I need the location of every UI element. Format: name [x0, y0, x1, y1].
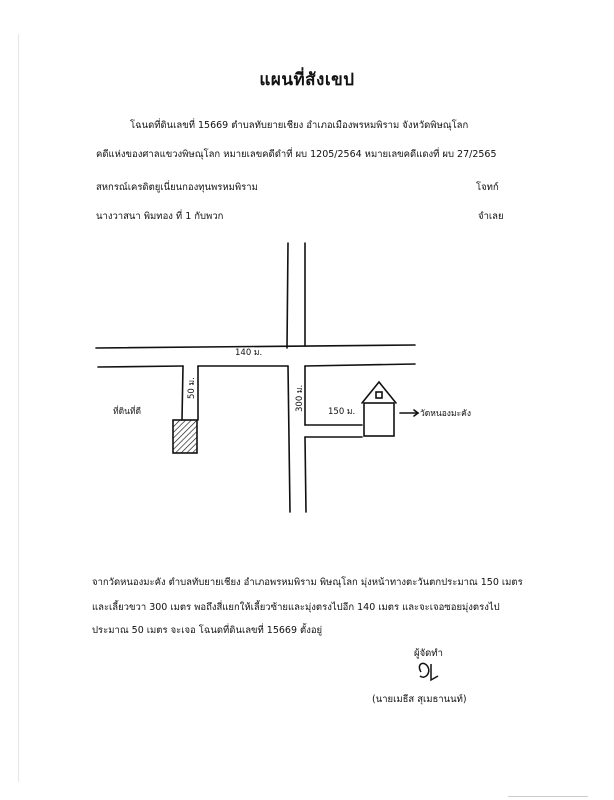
label-land-marker: ที่ดินที่ดี [113, 407, 142, 417]
road-vertical-upper-left [287, 243, 288, 348]
side-lane-left [182, 366, 183, 420]
case-line: คดีแห่งของศาลแขวงพิษณุโลก หมายเลขคดีดำที่ ผบ 1205/2564 หมายเลขคดีแดงที่ ผบ 27/2565 [96, 149, 497, 160]
label-road-side: 50 ม. [187, 377, 197, 399]
document-title: แผนที่สังเขป [259, 70, 355, 90]
label-road-short: 150 ม. [328, 407, 356, 417]
label-temple: วัดหนองมะคัง [420, 409, 471, 419]
label-road-right: 300 ม. [295, 384, 305, 412]
road-vertical-lower-right-b [305, 437, 306, 512]
signature-scribble [419, 663, 438, 680]
plaintiff-name: สหกรณ์เครดิตยูเนี่ยนกองทุนพรหมพิราม [96, 182, 258, 193]
defendant-role: จำเลย [478, 211, 504, 222]
road-vertical-lower-left [288, 366, 290, 512]
signature-label: ผู้จัดทำ [414, 648, 443, 659]
temple-body [364, 403, 394, 436]
road-horizontal-bottom-left [98, 366, 183, 367]
directions-line-2: และเลี้ยวขวา 300 เมตร พอถึงสี่แยกให้เลี้ยวซ้ายและมุ่งตรงไปอีก 140 เมตร และจะเจอซอยมุ่งตรงไป [92, 602, 500, 613]
plaintiff-role: โจทก์ [476, 182, 499, 193]
temple-window [376, 392, 382, 398]
defendant-name: นางวาสนา พิมทอง ที่ 1 กับพวก [96, 211, 224, 222]
directions-line-3: ประมาณ 50 เมตร จะเจอ โฉนดที่ดินเลขที่ 15669 ตั้งอยู่ [92, 625, 323, 636]
land-parcel [173, 420, 197, 453]
page-footer-line [508, 796, 588, 797]
directions-line-1: จากวัดหนองมะคัง ตำบลทับยายเชียง อำเภอพรหมพิราม พิษณุโลก มุ่งหน้าทางตะวันตกประมาณ 150 เมตร [92, 577, 523, 588]
road-horizontal-bottom-right [305, 364, 415, 366]
signature-name: (นายเมธีส สุเมธานนท์) [372, 694, 467, 705]
label-road-top: 140 ม. [235, 348, 263, 358]
deed-line: โฉนดที่ดินเลขที่ 15669 ตำบลทับยายเชียง อำเภอเมืองพรหมพิราม จังหวัดพิษณุโลก [130, 120, 469, 131]
